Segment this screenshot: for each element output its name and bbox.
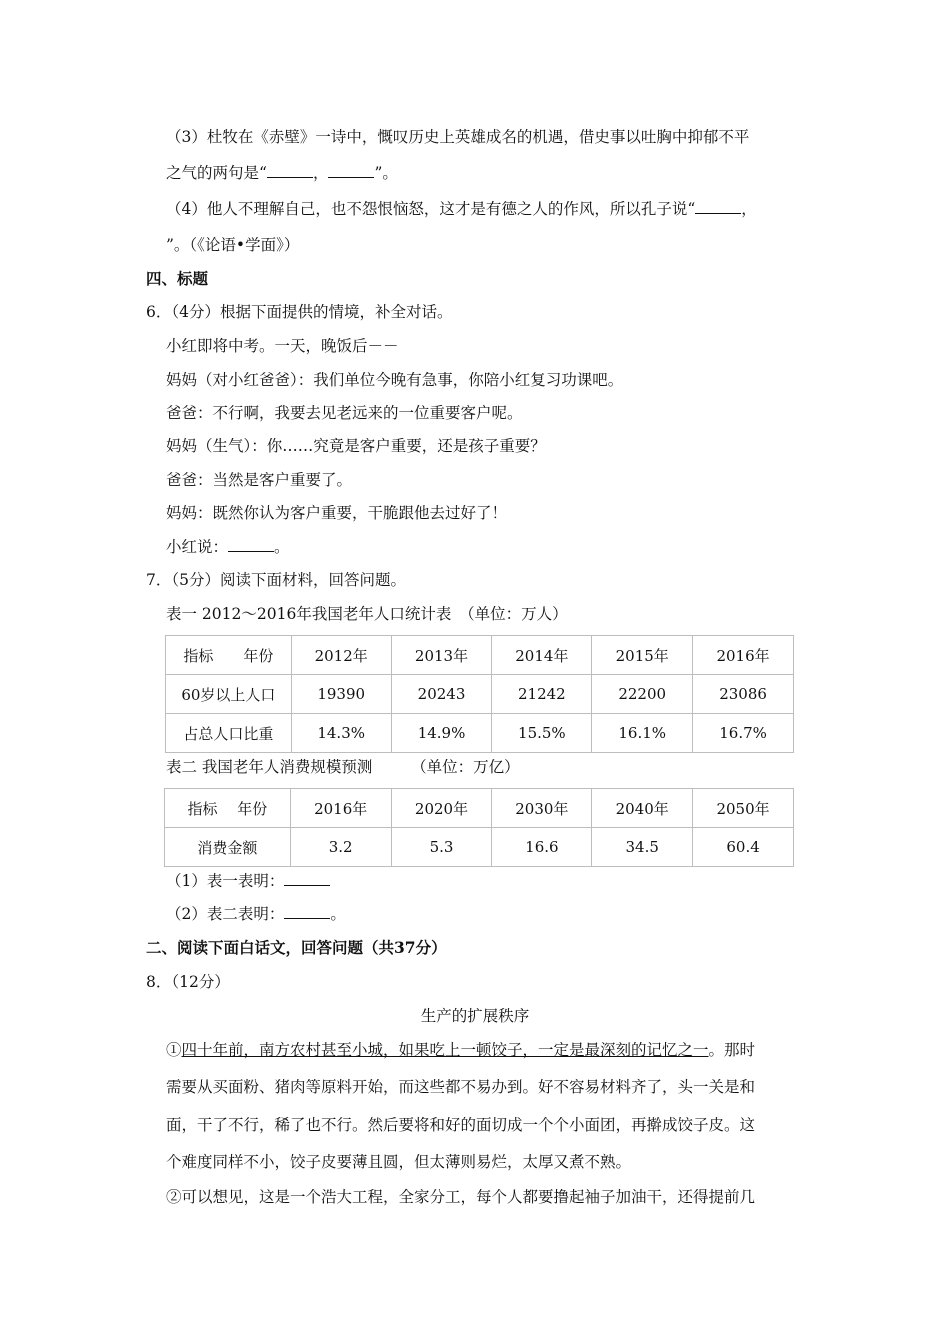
table-cell: 2050年 [693,789,794,828]
q6-line: 小红即将中考。一天，晚饭后－－ [166,337,399,355]
table1-title: 表一 2012～2016年我国老年人口统计表 （单位：万人） [166,605,568,623]
table-cell: 2014年 [492,636,592,675]
table-row [166,636,794,675]
section2-heading: 二、阅读下面白话文，回答问题（共37分） [146,938,447,957]
q6-answer-post: 。 [274,538,290,556]
table-cell: 22200 [592,675,693,714]
table-cell: 23086 [693,675,794,714]
table-cell: 2016年 [693,636,794,675]
q7-sub1 [166,870,330,892]
q7-stem: 7．（5分）阅读下面材料，回答问题。 [146,571,406,589]
table-cell: 2020年 [391,789,492,828]
table-cell: 2012年 [291,636,391,675]
q5-item3-post: ”。 [374,164,398,182]
table-cell: 60.4 [693,828,794,867]
table-row [166,714,794,753]
fill-blank[interactable] [228,536,274,552]
q6-stem: 6．（4分）根据下面提供的情境，补全对话。 [146,303,453,321]
q6-line: 爸爸：不行啊，我要去见老远来的一位重要客户呢。 [166,404,523,422]
table-cell: 占总人口比重 [166,714,292,753]
table-cell: 19390 [291,675,391,714]
q5-item4-line2: ”。（《论语•学面》） [166,236,300,254]
fill-blank[interactable] [267,162,313,178]
table-cell: 14.3% [291,714,391,753]
table-cell: 5.3 [391,828,492,867]
fill-blank[interactable] [328,162,374,178]
table-cell: 15.5% [492,714,592,753]
table-cell: 消费金额 [165,828,291,867]
q6-answer-label: 小红说： [166,538,229,556]
article-title: 生产的扩展秩序 [420,1007,530,1025]
table-cell: 16.1% [592,714,693,753]
table-cell: 指标 年份 [165,789,291,828]
q6-line: 爸爸：当然是客户重要了。 [166,471,353,489]
table1 [165,635,794,753]
table-row [165,828,794,867]
q5-item4-text: （4）他人不理解自己，也不怨恨恼怒，这才是有德之人的作风，所以孔子说“ [166,200,696,218]
q6-answer-line [166,536,290,558]
q5-item3-pre: 之气的两句是“ [166,164,267,182]
q5-item3-line1: （3）杜牧在《赤壁》一诗中，慨叹历史上英雄成名的机遇，借史事以吐胸中抑郁不平 [166,128,750,146]
table-cell: 34.5 [592,828,693,867]
table-cell: 2015年 [592,636,693,675]
table-cell: 指标 年份 [166,636,292,675]
table-row [166,675,794,714]
q6-line: 妈妈（生气）：你……究竟是客户重要，还是孩子重要？ [166,437,546,455]
q7-sub2-post: 。 [330,905,346,923]
q7-sub2-label: （2）表二表明： [166,905,285,923]
q6-line: 妈妈：既然你认为客户重要，干脆跟他去过好了！ [166,504,508,522]
table-cell: 2013年 [391,636,492,675]
paragraph-line: 需要从买面粉、猪肉等原料开始，而这些都不易办到。好不容易材料齐了，头一关是和 [166,1078,756,1096]
paragraph-1-tail: 。那时 [708,1041,756,1059]
table-cell: 3.2 [290,828,391,867]
q6-line: 妈妈（对小红爸爸）：我们单位今晚有急事，你陪小红复习功课吧。 [166,371,624,389]
paragraph-1-line1 [166,1039,755,1061]
table-cell: 60岁以上人口 [166,675,292,714]
paragraph-marker: ① [166,1041,182,1059]
section4-heading: 四、标题 [146,269,209,288]
q5-item4-post: ， [741,200,757,218]
table-cell: 2016年 [290,789,391,828]
table-row [165,789,794,828]
table-cell: 14.9% [391,714,492,753]
table-cell: 16.7% [693,714,794,753]
underlined-sentence: 四十年前，南方农村甚至小城，如果吃上一顿饺子，一定是最深刻的记忆之一 [181,1041,709,1059]
paragraph-2-line1: ②可以想见，这是一个浩大工程，全家分工，每个人都要撸起袖子加油干，还得提前几 [166,1188,756,1206]
table2 [164,788,794,867]
q7-sub1-label: （1）表一表明： [166,872,285,890]
table-cell: 2040年 [592,789,693,828]
fill-blank[interactable] [284,903,330,919]
q5-item3-sep: ， [312,164,329,182]
fill-blank[interactable] [695,198,741,214]
table-cell: 16.6 [492,828,592,867]
q5-item3-line2 [166,162,398,184]
table-cell: 2030年 [492,789,592,828]
paragraph-line: 个难度同样不小，饺子皮要薄且圆，但太薄则易烂，太厚又煮不熟。 [166,1153,632,1171]
paragraph-line: 面，干了不行，稀了也不行。然后要将和好的面切成一个个小面团，再擀成饺子皮。这 [166,1116,756,1134]
q8-stem: 8．（12分） [146,973,230,991]
table-cell: 21242 [492,675,592,714]
q7-sub2 [166,903,346,925]
q5-item4-line1 [166,198,757,220]
fill-blank[interactable] [284,870,330,886]
table2-title: 表二 我国老年人消费规模预测 （单位：万亿） [166,758,520,776]
table-cell: 20243 [391,675,492,714]
